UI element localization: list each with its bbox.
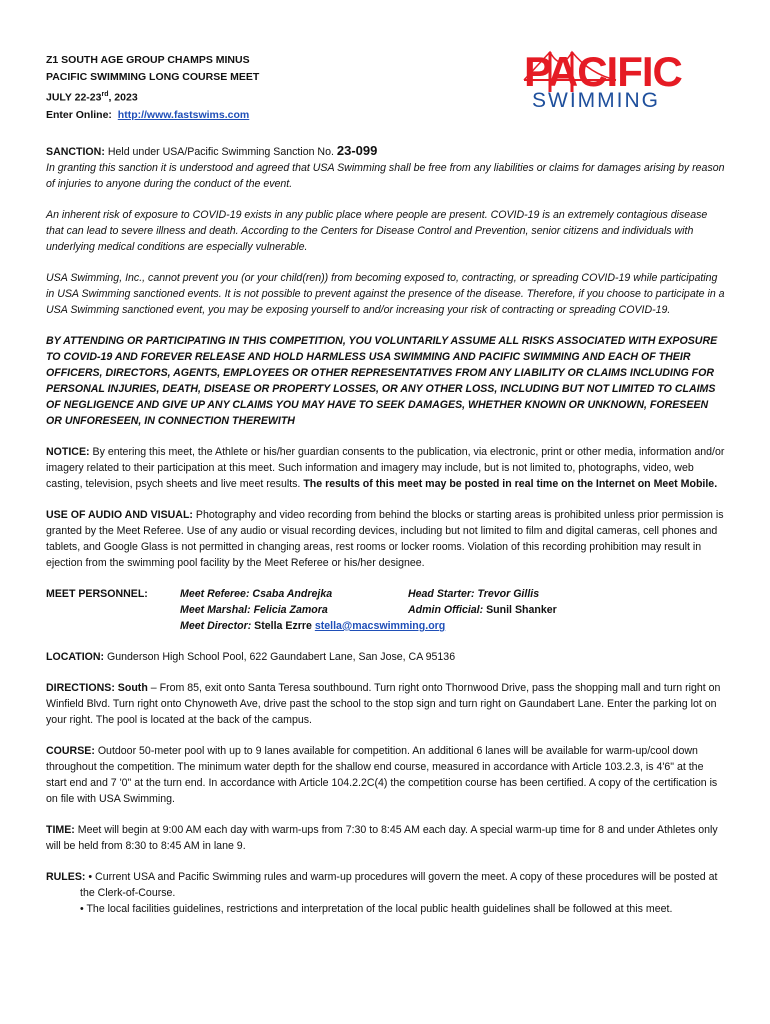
course-text: Outdoor 50-meter pool with up to 9 lanes available for competition. An additional 6 lanes will be available for warm-up/cool down throughout the competition. The minimum water depth for the shallow end course, measured in accordance with Article 103.2.3, is 4'6" at the start end and 7 '0" at the turn end. In accordance with Article 104.2.2C(4) the competition course has been certified. A copy of the certification is on file with USA Swimming.: [46, 745, 718, 805]
meet-personnel: [46, 586, 726, 634]
personnel-label: MEET PERSONNEL:: [46, 588, 148, 600]
sanction-number: 23-099: [336, 143, 378, 158]
course-label: COURSE:: [46, 745, 95, 757]
sanction-label: SANCTION:: [46, 146, 105, 158]
meet-marshal: Meet Marshal: Felicia Zamora: [180, 604, 328, 616]
admin-label: Admin Official:: [408, 604, 484, 616]
notice-text: By entering this meet, the Athlete or his/her guardian consents to the publication, via electronic, print or other media, information and/or imagery related to their participation at this meet. Such information and imagery may include, but is not limited to, photographs, video, web casting, television, psych sheets and live meet results.: [46, 446, 725, 490]
audio-label: USE OF AUDIO AND VISUAL:: [46, 509, 193, 521]
course-paragraph: [46, 743, 726, 807]
rules-label: RULES:: [46, 871, 86, 883]
meet-title-line1: Z1 SOUTH AGE GROUP CHAMPS MINUS: [46, 54, 250, 66]
enter-online-label: Enter Online:: [46, 108, 112, 121]
sanction-line: [46, 143, 726, 160]
admin-official: [408, 602, 708, 618]
document-body: [46, 143, 726, 917]
enter-online: [46, 107, 259, 124]
rules-section: [46, 869, 726, 917]
logo-word-swimming: SWIMMING: [532, 89, 660, 112]
sanction-liability: In granting this sanction it is understood and agreed that USA Swimming shall be free from any liabilities or claims for damages arising by reason of injuries to anyone during the conduct of the event.: [46, 162, 725, 190]
meet-date-prefix: JULY 22-23: [46, 91, 102, 104]
director-email-link[interactable]: stella@macswimming.org: [314, 620, 446, 632]
rules-item-1-text: • Current USA and Pacific Swimming rules and warm-up procedures will govern the meet. A copy of these procedures will be posted at the Clerk-of-Course.: [80, 871, 718, 899]
admin-name: Sunil Shanker: [483, 604, 557, 616]
time-label: TIME:: [46, 824, 75, 836]
logo-word-pacific: PACIFIC: [524, 48, 682, 95]
director-label: Meet Director:: [180, 620, 252, 632]
time-paragraph: [46, 822, 726, 854]
audio-visual-paragraph: [46, 507, 726, 571]
directions-label: DIRECTIONS: South: [46, 682, 148, 694]
meet-title-line2: PACIFIC SWIMMING LONG COURSE MEET: [46, 71, 260, 83]
location-label: LOCATION:: [46, 651, 105, 663]
meet-referee: Meet Referee: Csaba Andrejka: [180, 588, 333, 600]
director-name: Stella Ezrre: [251, 620, 315, 632]
directions-text: – From 85, exit onto Santa Teresa southbound. Turn right onto Thornwood Drive, pass the shopping mall and turn right on Winfield Blvd. Turn right onto Chynoweth Ave, drive past the school to the stop sign and turn right on Gaundabert Lane. Enter the parking lot on your right. The pool is located at the back of the campus.: [46, 682, 721, 726]
pacific-swimming-logo: [520, 50, 720, 112]
meet-date-suffix: , 2023: [108, 91, 138, 104]
audio-text: Photography and video recording from behind the blocks or starting areas is prohibited unless prior permission is granted by the Meet Referee. Use of any audio or visual recording devices, including but not limited to film and digital cameras, cell phones and tablets, and Google Glass is not permitted in changing areas, rest rooms or locker rooms. Violation of this recording prohibition may result in ejection from the swimming pool facility by the Meet Referee or his/her designee.: [46, 509, 724, 569]
notice-label: NOTICE:: [46, 446, 90, 458]
directions-paragraph: [46, 680, 726, 728]
meet-date: [46, 86, 259, 107]
time-text: Meet will begin at 9:00 AM each day with warm-ups from 7:30 to 8:45 AM each day. A special warm-up time for 8 and under Athletes only will be held from 8:30 to 8:45 AM in lane 9.: [46, 824, 718, 852]
covid-risk-paragraph: An inherent risk of exposure to COVID-19 exists in any public place where people are present. COVID-19 is an extremely contagious disease that can lead to severe illness and death. According to the Centers for Disease Control and Prevention, senior citizens and individuals with underlying medical conditions are especially vulnerable.: [46, 209, 708, 253]
location-paragraph: [46, 649, 726, 665]
location-text: Gunderson High School Pool, 622 Gaundabert Lane, San Jose, CA 95136: [107, 651, 456, 663]
notice-bold-tail: The results of this meet may be posted in real time on the Internet on Meet Mobile.: [303, 478, 718, 490]
meet-date-sup: rd: [101, 91, 109, 98]
covid-waiver-paragraph: BY ATTENDING OR PARTICIPATING IN THIS COMPETITION, YOU VOLUNTARILY ASSUME ALL RISKS ASSOCIATED WITH EXPOSURE TO COVID-19 AND FOREVER RELEASE AND HOLD HARMLESS USA SWIMMING AND PACIFIC SWIMMING AND EACH OF THEIR OFFICERS, DIRECTORS, AGENTS, EMPLOYEES OR OTHER REPRESENTATIVES FROM ANY LIABILITY OR CLAIMS INCLUDING FOR PERSONAL INJURIES, DEATH, DISEASE OR PROPERTY LOSSES, OR ANY OTHER LOSS, INCLUDING BUT NOT LIMITED TO CLAIMS OF NEGLIGENCE AND GIVE UP ANY CLAIMS YOU MAY HAVE TO SEEK DAMAGES, WHETHER KNOWN OR UNKNOWN, FORESEEN OR UNFORESEEN, IN CONNECTION THEREWITH: [46, 335, 718, 427]
entry-link[interactable]: http://www.fastswims.com: [117, 108, 250, 121]
covid-prevention-paragraph: USA Swimming, Inc., cannot prevent you (or your child(ren)) from becoming exposed to, contracting, or spreading COVID-19 while participating in USA Swimming sanctioned events. It is not possible to prevent against the presence of the disease. Therefore, if you choose to participate in a USA Swimming sanctioned event, you may be exposing yourself to and/or increasing your risk of contracting or spreading COVID-19.: [46, 272, 725, 316]
notice-paragraph: [46, 444, 726, 492]
sanction-text: Held under USA/Pacific Swimming Sanction No.: [107, 146, 334, 158]
rules-item-1: [46, 869, 726, 901]
rules-item-2: • The local facilities guidelines, restrictions and interpretation of the local public health guidelines shall be followed at this meet.: [80, 903, 673, 915]
meet-header: [46, 52, 259, 124]
meet-director: [180, 618, 708, 634]
head-starter: Head Starter: Trevor Gillis: [408, 588, 540, 600]
